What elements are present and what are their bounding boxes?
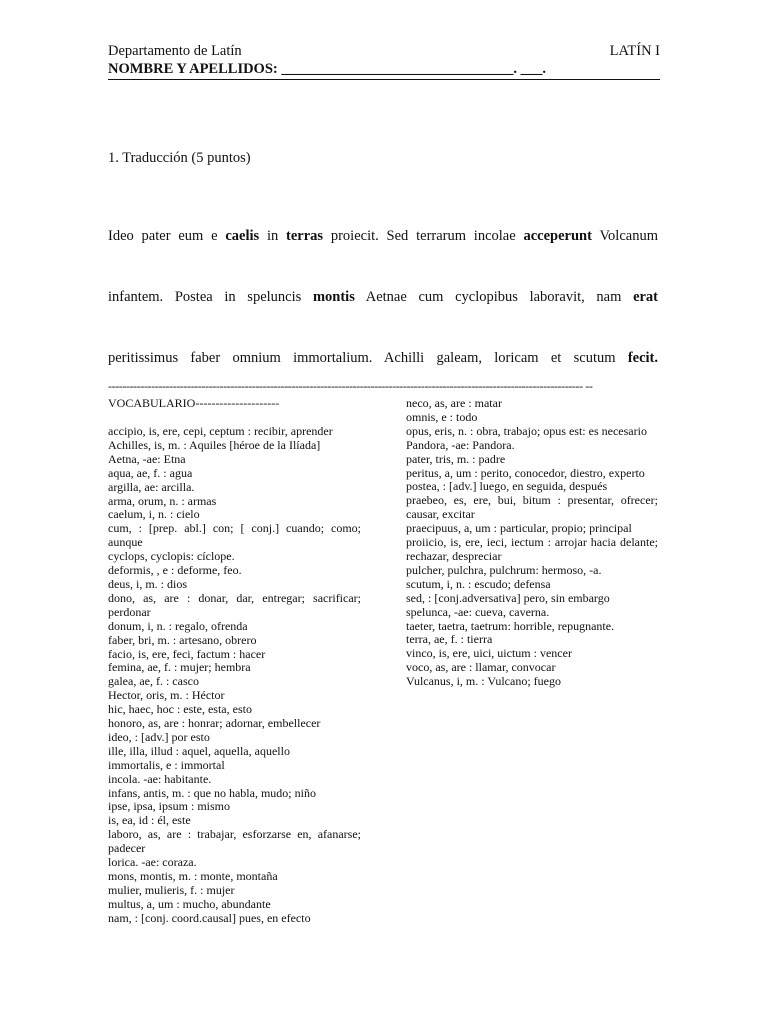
vocabulary-entry: terra, ae, f. : tierra xyxy=(406,632,493,647)
vocabulary-entry: Aetna, -ae: Etna xyxy=(108,451,186,466)
vocabulary-heading: VOCABULARIO--------------------- xyxy=(108,396,280,410)
vocabulary-entry: accipio, is, ere, cepi, ceptum : recibir, aprender xyxy=(108,424,333,438)
text-run: Aetnae cum cyclopibus laboravit, nam xyxy=(354,289,634,305)
text-run: infantem. Postea in speluncis xyxy=(108,289,313,305)
translation-text xyxy=(108,206,658,389)
department-label: Departamento de Latín xyxy=(108,43,242,59)
text-run: in xyxy=(259,228,287,244)
vocabulary-entry: cum, : [prep. abl.] con; [ conj.] cuando; como; aunque xyxy=(108,521,361,550)
vocabulary-entry: Hector, oris, m. : Héctor xyxy=(108,688,225,703)
vocabulary-entry: argilla, ae: arcilla. xyxy=(108,479,195,494)
vocabulary-entry: lorica. -ae: coraza. xyxy=(108,855,197,870)
course-label: LATÍN I xyxy=(609,43,660,59)
vocabulary-entry: Achilles, is, m. : Aquiles [héroe de la Ilíada] xyxy=(108,437,321,452)
vocabulary-entry: proiicio, is, ere, ieci, iectum : arrojar hacia delante; rechazar, despreciar xyxy=(406,535,658,563)
vocabulary-entry: galea, ae, f. : casco xyxy=(108,674,199,689)
section-title: 1. Traducción (5 puntos) xyxy=(108,150,251,166)
text-run: peritissimus faber omnium immortalium. Achilli galeam, loricam et scutum xyxy=(108,350,628,366)
vocabulary-entry: arma, orum, n. : armas xyxy=(108,493,217,508)
vocabulary-entry: voco, as, are : llamar, convocar xyxy=(406,660,556,675)
vocabulary-entry: is, ea, id : él, este xyxy=(108,813,191,828)
vocabulary-entry: neco, as, are : matar xyxy=(406,396,502,410)
vocabulary-entry: mons, montis, m. : monte, montaña xyxy=(108,869,278,883)
vocabulary-entry: ille, illa, illud : aquel, aquella, aquello xyxy=(108,743,290,758)
bold-word: montis xyxy=(312,289,355,305)
vocabulary-entry: praecipuus, a, um : particular, propio; principal xyxy=(406,521,632,536)
student-name-row xyxy=(108,60,660,80)
separator-line: ------------------------------------------------------------------------------------------------------------------------------------ -- xyxy=(108,379,593,393)
vocabulary-entry: mulier, mulieris, f. : mujer xyxy=(108,882,235,897)
vocabulary-entry: Pandora, -ae: Pandora. xyxy=(406,437,515,452)
vocabulary-entry: immortalis, e : immortal xyxy=(108,757,225,772)
vocabulary-entry: incola. -ae: habitante. xyxy=(108,771,212,786)
vocabulary-entry: spelunca, -ae: cueva, caverna. xyxy=(406,604,550,619)
vocabulary-entry: deformis, , e : deforme, feo. xyxy=(108,563,242,578)
vocabulary-entry: laboro, as, are : trabajar, esforzarse en, afanarse; padecer xyxy=(108,827,361,856)
text-run: Ideo pater eum e xyxy=(108,228,226,244)
vocabulary-entry: facio, is, ere, feci, factum : hacer xyxy=(108,646,266,661)
vocabulary-entry: scutum, i, n. : escudo; defensa xyxy=(406,576,551,591)
vocabulary-entry: opus, eris, n. : obra, trabajo; opus est: es necesario xyxy=(406,423,647,438)
vocabulary-entry: postea, : [adv.] luego, en seguida, después xyxy=(406,479,608,494)
bold-word: terras xyxy=(286,228,324,244)
vocabulary-entry: hic, haec, hoc : este, esta, esto xyxy=(108,702,252,717)
page-header xyxy=(108,42,660,80)
vocabulary-entry: honoro, as, are : honrar; adornar, embellecer xyxy=(108,716,321,731)
vocabulary-entry: ipse, ipsa, ipsum : mismo xyxy=(108,799,231,814)
vocabulary-entry: femina, ae, f. : mujer; hembra xyxy=(108,660,251,675)
vocabulary-entry: pater, tris, m. : padre xyxy=(406,451,506,466)
bold-word: erat xyxy=(633,289,659,305)
bold-word: acceperunt xyxy=(523,228,592,244)
translation-line xyxy=(108,267,658,328)
vocabulary-entry: pulcher, pulchra, pulchrum: hermoso, -a. xyxy=(406,562,602,577)
text-run: proiecit. Sed terrarum incolae xyxy=(323,228,524,244)
vocabulary-entry: cyclops, cyclopis: cíclope. xyxy=(108,549,235,564)
vocabulary-entry: dono, as, are : donar, dar, entregar; sacrificar; perdonar xyxy=(108,590,361,619)
vocabulary-entry: taeter, taetra, taetrum: horrible, repugnante. xyxy=(406,618,615,633)
name-blank: ________________________________. ___. xyxy=(277,61,546,77)
vocabulary-left-column xyxy=(108,425,361,926)
vocabulary-entry: nam, : [conj. coord.causal] pues, en efecto xyxy=(108,910,311,925)
vocabulary-entry: peritus, a, um : perito, conocedor, diestro, experto xyxy=(406,465,645,480)
vocabulary-entry: deus, i, m. : dios xyxy=(108,576,188,591)
vocabulary-right-column xyxy=(406,397,658,689)
vocabulary-entry: sed, : [conj.adversativa] pero, sin embargo xyxy=(406,590,610,605)
name-label: NOMBRE Y APELLIDOS: xyxy=(108,61,278,77)
text-run: Volcanum xyxy=(591,228,658,244)
vocabulary-entry: infans, antis, m. : que no habla, mudo; niño xyxy=(108,785,316,800)
vocabulary-entry: praebeo, es, ere, bui, bitum : presentar, ofrecer; causar, excitar xyxy=(406,493,658,522)
vocabulary-entry: faber, bri, m. : artesano, obrero xyxy=(108,632,257,647)
vocabulary-entry: omnis, e : todo xyxy=(406,409,478,424)
vocabulary-entry: vinco, is, ere, uici, uictum : vencer xyxy=(406,646,572,661)
vocabulary-entry: donum, i, n. : regalo, ofrenda xyxy=(108,618,248,633)
vocabulary-entry: caelum, i, n. : cielo xyxy=(108,507,200,522)
translation-line xyxy=(108,206,658,267)
bold-word: fecit. xyxy=(627,350,658,366)
bold-word: caelis xyxy=(225,228,260,244)
vocabulary-entry: ideo, : [adv.] por esto xyxy=(108,729,210,744)
header-top-row xyxy=(108,42,660,60)
vocabulary-entry: Vulcanus, i, m. : Vulcano; fuego xyxy=(406,674,561,689)
vocabulary-entry: multus, a, um : mucho, abundante xyxy=(108,896,271,911)
vocabulary-entry: aqua, ae, f. : agua xyxy=(108,465,193,480)
